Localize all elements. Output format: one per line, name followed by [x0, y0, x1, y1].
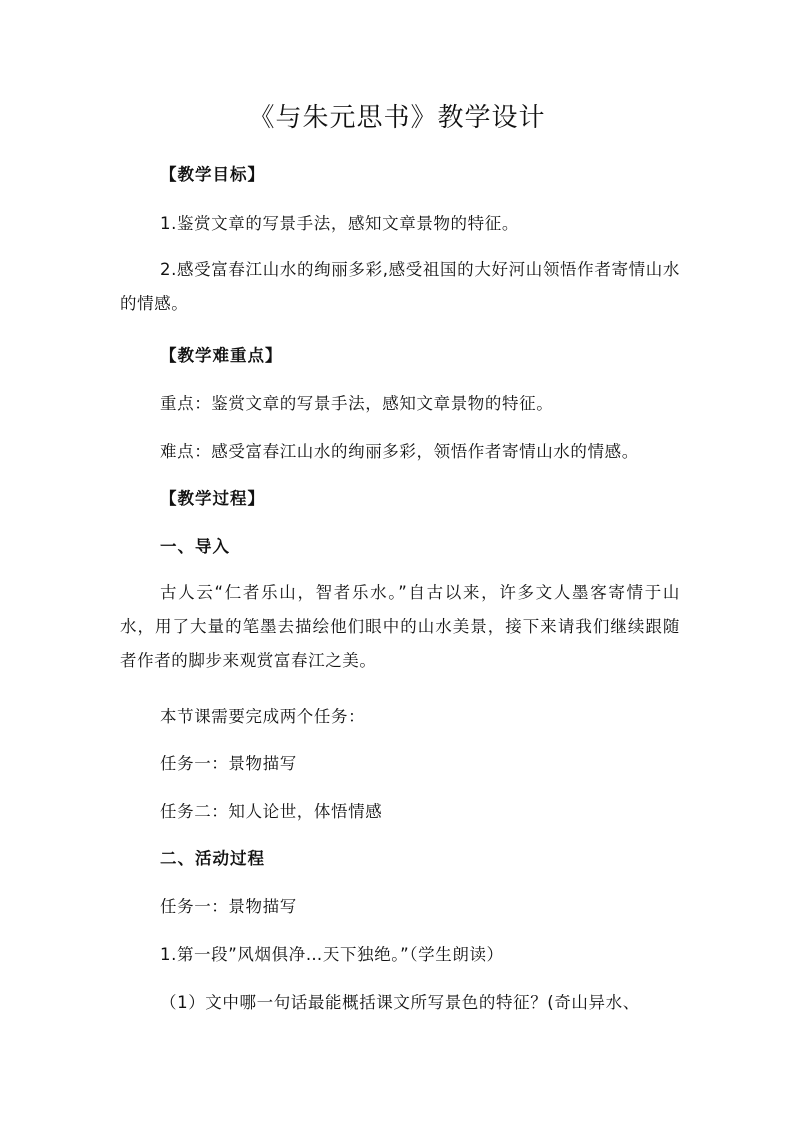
activity-question-1: （1）文中哪一句话最能概括课文所写景色的特征？(奇山异水、 [160, 993, 640, 1012]
activity-heading: 二、活动过程 [160, 849, 265, 868]
intro-task-2: 任务二：知人论世，体悟情感 [160, 802, 383, 821]
key-points-heading: 【教学难重点】 [160, 346, 283, 365]
intro-task-1: 任务一：景物描写 [160, 754, 297, 773]
activity-item-1: 1.第一段”风烟俱净…天下独绝。”（学生朗读） [160, 945, 504, 964]
activity-task-1: 任务一：景物描写 [160, 897, 297, 916]
key-point-text: 重点：鉴赏文章的写景手法，感知文章景物的特征。 [160, 394, 554, 413]
objective-item-1: 1.鉴赏文章的写景手法，感知文章景物的特征。 [160, 214, 519, 233]
objectives-heading: 【教学目标】 [160, 165, 265, 184]
process-heading: 【教学过程】 [160, 489, 265, 508]
difficulty-point-text: 难点：感受富春江山水的绚丽多彩，领悟作者寄情山水的情感。 [160, 442, 639, 461]
objective-item-2: 2.感受富春江山水的绚丽多彩,感受祖国的大好河山领悟作者寄情山水的情感。 [120, 260, 680, 313]
tasks-intro-text: 本节课需要完成两个任务： [160, 707, 366, 726]
intro-paragraph: 古人云“仁者乐山，智者乐水。”自古以来，许多文人墨客寄情于山水，用了大量的笔墨去描绘他们眼中的山水美景，接下来请我们继续跟随者作者的脚步来观赏富春江之美。 [120, 583, 680, 670]
intro-heading: 一、导入 [160, 537, 230, 556]
document-title: 《与朱元思书》教学设计 [248, 103, 546, 133]
